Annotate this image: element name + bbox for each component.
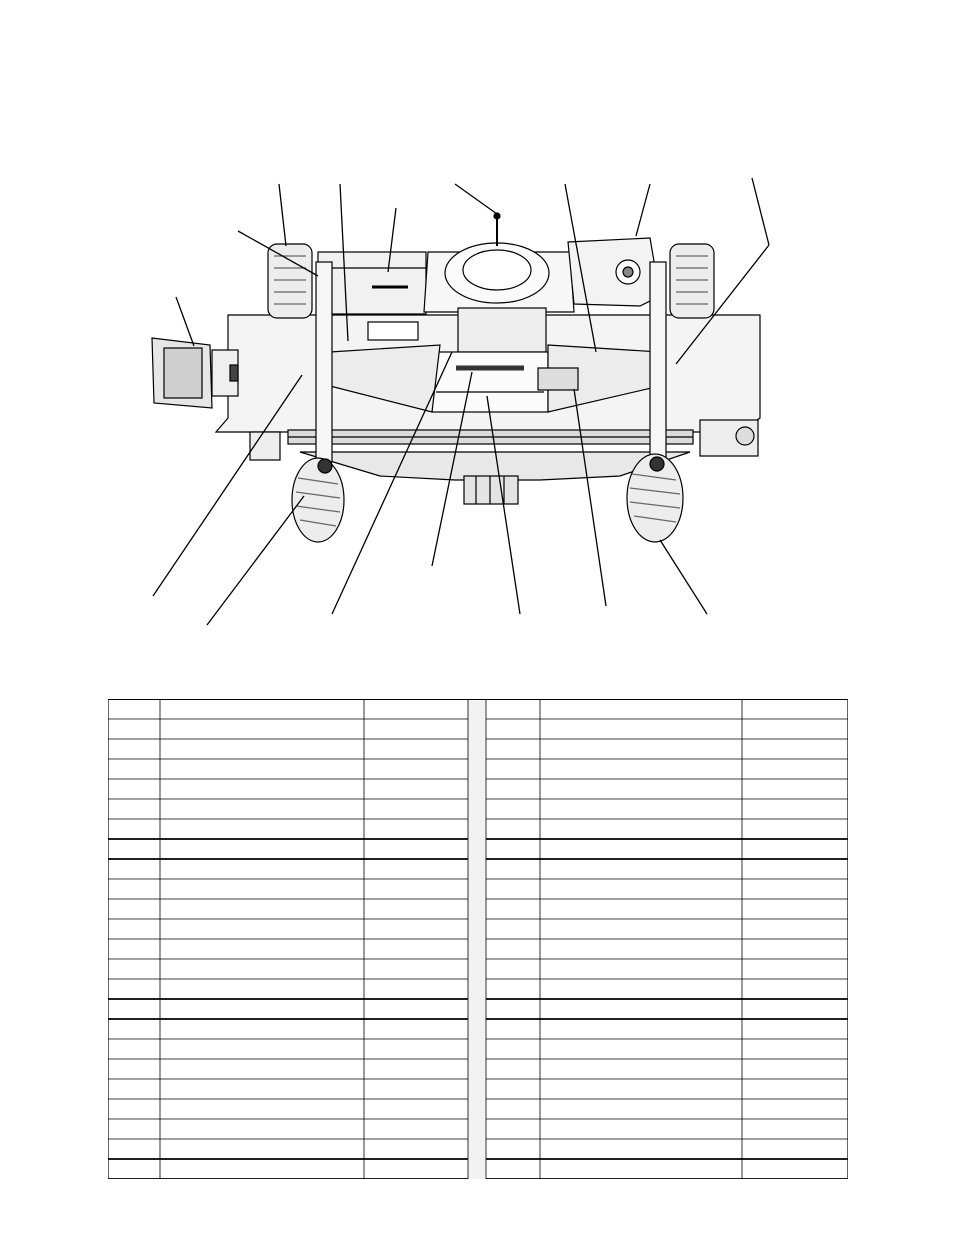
- callout-12: [207, 496, 304, 625]
- callout-10: [176, 297, 194, 346]
- caster-post-left: [316, 262, 332, 462]
- table-gutter: [468, 699, 486, 1179]
- callout-17: [660, 540, 707, 614]
- callout-4: [455, 184, 497, 214]
- rear-wheel-left: [268, 244, 312, 318]
- caster-post-right: [650, 262, 666, 462]
- callout-1: [279, 184, 286, 246]
- caster-wheel-left: [292, 458, 344, 542]
- callout-7: [752, 178, 769, 245]
- center-plate: [432, 352, 548, 412]
- rear-wheel-right: [670, 244, 714, 318]
- callout-6: [636, 184, 650, 236]
- parts-table: [108, 699, 848, 1179]
